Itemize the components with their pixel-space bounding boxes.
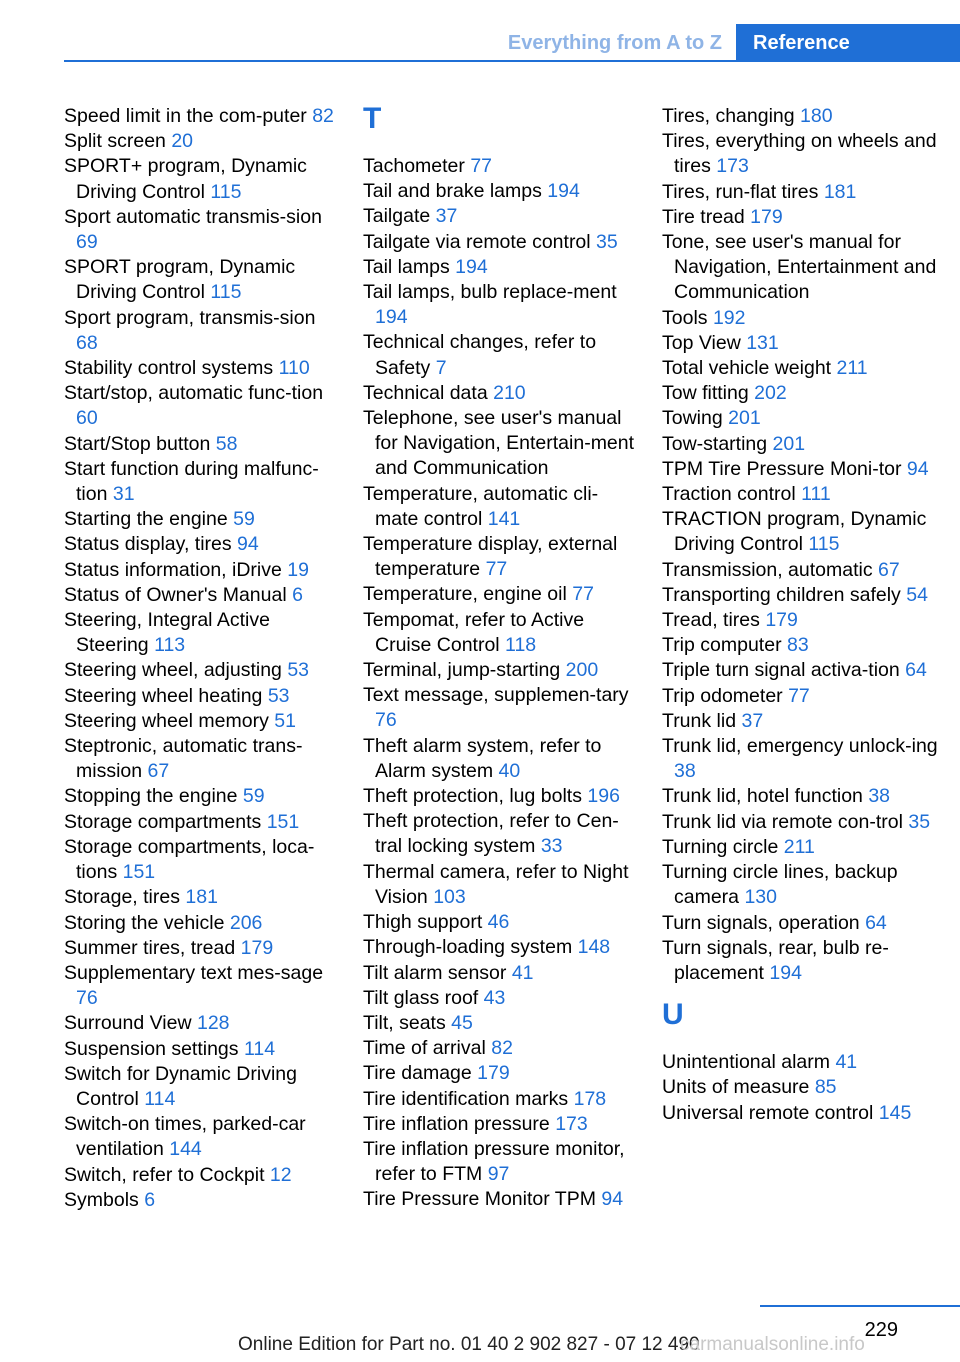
index-entry bbox=[662, 306, 942, 331]
index-entry-term: Units of measure bbox=[662, 1076, 815, 1099]
index-entry-term: Top View bbox=[662, 331, 747, 354]
page-link[interactable]: 85 bbox=[814, 1076, 837, 1099]
page-link[interactable]: 94 bbox=[601, 1188, 624, 1211]
index-entry-term: Trunk lid bbox=[662, 709, 742, 732]
index-entry-term: Steering wheel, adjusting bbox=[64, 659, 288, 682]
page-link[interactable]: 59 bbox=[242, 785, 265, 808]
index-column-3 bbox=[662, 104, 942, 1126]
index-entry bbox=[64, 457, 339, 507]
page-link[interactable]: 82 bbox=[491, 1037, 513, 1060]
page-link[interactable]: 77 bbox=[485, 558, 508, 581]
page-link[interactable]: 76 bbox=[375, 709, 397, 732]
index-column-1 bbox=[64, 104, 339, 1213]
index-entry bbox=[662, 911, 942, 936]
index-entry-term: Theft protection, lug bolts bbox=[363, 785, 588, 808]
index-entry-term: Tone, see user's manual for Navigation, Entertainment and Communication bbox=[662, 231, 937, 304]
index-entry-term: Suspension settings bbox=[64, 1037, 244, 1060]
index-entry-term: Start/Stop button bbox=[64, 432, 216, 455]
index-entry-term: Tire inflation pressure bbox=[363, 1112, 556, 1135]
index-entry bbox=[363, 582, 638, 607]
index-entry bbox=[363, 1137, 638, 1187]
index-entry bbox=[363, 784, 638, 809]
index-entry-term: Tachometer bbox=[363, 155, 471, 177]
page-link[interactable]: 110 bbox=[278, 357, 310, 380]
index-entry bbox=[662, 810, 942, 835]
index-entry bbox=[64, 255, 339, 305]
index-entry bbox=[363, 961, 638, 986]
index-entry bbox=[363, 860, 638, 910]
index-entry-term: Stopping the engine bbox=[64, 785, 243, 808]
page-link[interactable]: 33 bbox=[540, 835, 563, 858]
page-link[interactable]: 173 bbox=[555, 1112, 588, 1135]
index-entry-term: Total vehicle weight bbox=[662, 357, 837, 380]
page-link[interactable]: 211 bbox=[836, 357, 868, 380]
page-link[interactable]: 77 bbox=[572, 583, 594, 606]
index-entry bbox=[64, 1112, 339, 1162]
header-tab-reference: Reference bbox=[736, 24, 960, 62]
index-entry bbox=[64, 961, 339, 1011]
header-section-title: Everything from A to Z bbox=[507, 32, 722, 54]
page-link[interactable]: 113 bbox=[154, 634, 186, 657]
index-entry-term: Tail lamps, bulb replace-ment bbox=[363, 281, 617, 304]
index-entry bbox=[64, 356, 339, 381]
page-link[interactable]: 194 bbox=[547, 180, 580, 203]
index-entry-term: Symbols bbox=[64, 1188, 145, 1211]
page-link[interactable]: 53 bbox=[267, 684, 290, 707]
page-link[interactable]: 12 bbox=[269, 1163, 292, 1186]
index-entry bbox=[64, 1188, 339, 1213]
index-entry-term: Storing the vehicle bbox=[64, 911, 230, 934]
page-link[interactable]: 6 bbox=[144, 1188, 156, 1211]
index-entry bbox=[662, 936, 942, 986]
index-entry bbox=[363, 608, 638, 658]
page-link[interactable]: 64 bbox=[905, 659, 927, 682]
page-link[interactable]: 76 bbox=[76, 987, 98, 1010]
index-entry bbox=[363, 330, 638, 380]
index-entry-term: Tail and brake lamps bbox=[363, 180, 548, 203]
index-entry-term: Tow fitting bbox=[662, 382, 755, 405]
index-entry-term: Status information, iDrive bbox=[64, 558, 288, 581]
index-entry bbox=[64, 558, 339, 583]
page-link[interactable]: 141 bbox=[487, 507, 521, 530]
index-entry bbox=[662, 331, 942, 356]
index-entry-term: Tire damage bbox=[363, 1062, 478, 1085]
index-entry bbox=[662, 558, 942, 583]
index-entry bbox=[64, 1163, 339, 1188]
index-entry bbox=[64, 810, 339, 835]
index-entry-term: Surround View bbox=[64, 1012, 197, 1035]
index-entry-term: Tire identification marks bbox=[363, 1087, 574, 1110]
index-entry-term: Trip odometer bbox=[662, 684, 789, 707]
index-entry-term: Trunk lid, hotel function bbox=[662, 785, 869, 808]
page-link[interactable]: 51 bbox=[274, 709, 296, 732]
index-entry bbox=[662, 457, 942, 482]
page-link[interactable]: 196 bbox=[587, 785, 620, 808]
index-entry bbox=[363, 255, 638, 280]
index-letter-heading: T bbox=[363, 102, 382, 135]
index-entry-term: Trunk lid, emergency unlock-ing bbox=[662, 735, 938, 758]
index-entry bbox=[662, 633, 942, 658]
index-entry bbox=[662, 583, 942, 608]
page-link[interactable]: 58 bbox=[215, 432, 238, 455]
index-entry-term: Tread, tires bbox=[662, 609, 766, 632]
page-link[interactable]: 35 bbox=[596, 230, 618, 253]
index-entry bbox=[64, 1062, 339, 1112]
index-entry bbox=[363, 280, 638, 330]
index-entry bbox=[662, 205, 942, 230]
index-entry-term: Text message, supplemen-tary bbox=[363, 684, 629, 707]
index-entry-term: Theft protection, refer to Cen-tral locking system bbox=[363, 810, 619, 858]
index-entry-term: Stability control systems bbox=[64, 357, 279, 380]
index-entry bbox=[662, 860, 942, 910]
index-entry-term: Terminal, jump-starting bbox=[363, 659, 566, 682]
page-link[interactable]: 118 bbox=[505, 633, 537, 656]
page-link[interactable]: 211 bbox=[783, 835, 815, 858]
page-link[interactable]: 43 bbox=[483, 986, 506, 1009]
page-link[interactable]: 40 bbox=[498, 759, 521, 782]
index-entry-term: Trip computer bbox=[662, 634, 787, 657]
index-entry bbox=[662, 406, 942, 431]
index-entry bbox=[363, 1061, 638, 1086]
page-link[interactable]: 111 bbox=[801, 483, 831, 506]
index-entry-term: Switch-on times, parked-car ventilation bbox=[64, 1113, 306, 1161]
index-entry bbox=[363, 683, 638, 733]
page-link[interactable]: 179 bbox=[477, 1062, 510, 1085]
footer-rule bbox=[760, 1305, 960, 1307]
index-entry bbox=[64, 936, 339, 961]
index-entry bbox=[64, 658, 339, 683]
page-link[interactable]: 114 bbox=[144, 1087, 176, 1110]
page-link[interactable]: 192 bbox=[712, 306, 746, 329]
index-entry-term: Status of Owner's Manual bbox=[64, 583, 293, 606]
index-entry-term: Sport program, transmis-sion bbox=[64, 306, 316, 329]
page-link[interactable]: 179 bbox=[240, 936, 274, 959]
index-entry bbox=[64, 104, 339, 129]
index-entry-term: SPORT+ program, Dynamic Driving Control bbox=[64, 155, 307, 203]
index-entry bbox=[363, 406, 638, 482]
index-entry bbox=[363, 1036, 638, 1061]
index-entry-term: Tempomat, refer to Active Cruise Control bbox=[363, 608, 585, 656]
page-link[interactable]: 64 bbox=[865, 911, 887, 934]
page-link[interactable]: 144 bbox=[169, 1138, 202, 1161]
page-link[interactable]: 179 bbox=[765, 609, 798, 632]
index-entry-term: Tailgate via remote control bbox=[363, 230, 597, 253]
page-link[interactable]: 54 bbox=[906, 583, 928, 606]
index-entry-term: Steptronic, automatic trans-mission bbox=[64, 735, 303, 783]
index-entry-term: Tires, run-flat tires bbox=[662, 180, 824, 203]
page-link[interactable]: 145 bbox=[878, 1101, 912, 1124]
index-entry-term: Thigh support bbox=[363, 911, 488, 934]
page-link[interactable]: 115 bbox=[210, 281, 242, 304]
page-link[interactable]: 130 bbox=[744, 886, 777, 909]
index-entry-term: Supplementary text mes-sage bbox=[64, 961, 324, 984]
watermark: carmanualsonline.info bbox=[680, 1334, 865, 1355]
index-entry bbox=[363, 154, 638, 179]
index-entry bbox=[662, 658, 942, 683]
index-entry-term: Switch, refer to Cockpit bbox=[64, 1163, 270, 1186]
index-entry bbox=[662, 180, 942, 205]
page-link[interactable]: 60 bbox=[76, 407, 98, 430]
index-entry-term: Start/stop, automatic func-tion bbox=[64, 382, 324, 405]
index-entry bbox=[64, 684, 339, 709]
index-entry-term: Transmission, automatic bbox=[662, 558, 879, 581]
index-entry bbox=[662, 784, 942, 809]
page-link[interactable]: 151 bbox=[122, 861, 156, 884]
index-entry bbox=[662, 1075, 942, 1100]
page-link[interactable]: 35 bbox=[908, 810, 931, 833]
index-entry-term: Telephone, see user's manual for Navigation, Entertain-ment and Communication bbox=[363, 407, 635, 480]
index-entry bbox=[662, 1101, 942, 1126]
page-link[interactable]: 37 bbox=[435, 205, 458, 228]
index-entry bbox=[363, 1112, 638, 1137]
index-entry bbox=[363, 809, 638, 859]
index-entry bbox=[64, 835, 339, 885]
index-entry bbox=[363, 1087, 638, 1112]
index-entry-term: Thermal camera, refer to Night Vision bbox=[363, 860, 629, 908]
page-link[interactable]: 38 bbox=[674, 760, 696, 783]
index-entry-term: Trunk lid via remote con-trol bbox=[662, 810, 909, 833]
index-entry-term: Temperature display, external temperature bbox=[363, 533, 618, 581]
index-entry bbox=[363, 179, 638, 204]
index-entry bbox=[64, 1011, 339, 1036]
page-link[interactable]: 19 bbox=[287, 558, 309, 581]
index-entry-term: Traction control bbox=[662, 483, 802, 506]
page-link[interactable]: 131 bbox=[746, 331, 779, 354]
page-link[interactable]: 37 bbox=[741, 709, 764, 732]
index-entry bbox=[64, 734, 339, 784]
page-link[interactable]: 68 bbox=[76, 331, 98, 354]
index-entry-term: Storage compartments bbox=[64, 810, 267, 833]
page-link[interactable]: 67 bbox=[878, 558, 900, 581]
index-entry bbox=[363, 204, 638, 229]
index-entry-term: Transporting children safely bbox=[662, 583, 907, 606]
page-link[interactable]: 20 bbox=[171, 130, 194, 153]
index-entry-term: Status display, tires bbox=[64, 533, 238, 556]
index-entry bbox=[363, 658, 638, 683]
page-link[interactable]: 82 bbox=[312, 105, 334, 127]
index-entry bbox=[662, 381, 942, 406]
index-entry-term: TPM Tire Pressure Moni-tor bbox=[662, 457, 907, 480]
index-entry-term: Tires, everything on wheels and tires bbox=[662, 130, 937, 178]
page-link[interactable]: 148 bbox=[577, 936, 611, 959]
index-entry-term: Switch for Dynamic Driving Control bbox=[64, 1062, 297, 1110]
page-link[interactable]: 97 bbox=[487, 1163, 510, 1186]
index-entry-term: Starting the engine bbox=[64, 508, 234, 531]
index-entry bbox=[64, 507, 339, 532]
index-entry-term: Through-loading system bbox=[363, 936, 578, 959]
page-link[interactable]: 173 bbox=[716, 155, 749, 178]
index-entry-term: Theft alarm system, refer to Alarm system bbox=[363, 734, 602, 782]
index-entry-term: Sport automatic transmis-sion bbox=[64, 205, 322, 228]
index-letter-heading: U bbox=[662, 998, 684, 1032]
page-link[interactable]: 59 bbox=[233, 508, 255, 531]
index-column-2 bbox=[363, 104, 638, 1213]
index-entry bbox=[662, 1050, 942, 1075]
page-link[interactable]: 77 bbox=[788, 684, 810, 707]
section-gap bbox=[662, 986, 942, 1000]
index-entry bbox=[64, 709, 339, 734]
index-entry bbox=[662, 230, 942, 306]
index-entry-term: Summer tires, tread bbox=[64, 936, 241, 959]
index-entry-term: Temperature, automatic cli-mate control bbox=[363, 482, 599, 530]
page-link[interactable]: 41 bbox=[835, 1051, 858, 1074]
index-entry-term: Triple turn signal activa-tion bbox=[662, 659, 906, 682]
index-entry bbox=[662, 709, 942, 734]
index-entry bbox=[64, 532, 339, 557]
index-entry-term: Steering, Integral Active Steering bbox=[64, 609, 270, 657]
page-link[interactable]: 194 bbox=[455, 255, 488, 278]
index-entry bbox=[662, 356, 942, 381]
page-link[interactable]: 151 bbox=[266, 810, 300, 833]
index-entry-term: Tire Pressure Monitor TPM bbox=[363, 1188, 602, 1211]
index-entry-term: Tires, changing bbox=[662, 105, 801, 127]
page-link[interactable]: 45 bbox=[451, 1011, 473, 1034]
page-link[interactable]: 206 bbox=[229, 911, 263, 934]
index-entry-term: Technical data bbox=[363, 381, 494, 404]
index-entry-term: Tailgate bbox=[363, 205, 436, 228]
index-entry bbox=[64, 205, 339, 255]
index-entry bbox=[363, 734, 638, 784]
index-entry-term: Tow-starting bbox=[662, 432, 773, 455]
index-entry bbox=[64, 154, 339, 204]
index-entry bbox=[662, 104, 942, 129]
index-entry-term: Turn signals, operation bbox=[662, 911, 866, 934]
index-entry bbox=[662, 684, 942, 709]
index-entry-term: Split screen bbox=[64, 130, 172, 153]
index-entry-term: Tilt glass roof bbox=[363, 986, 484, 1009]
page-link[interactable]: 77 bbox=[470, 155, 493, 177]
page-link[interactable]: 201 bbox=[772, 432, 806, 455]
page-link[interactable]: 181 bbox=[185, 886, 218, 909]
index-entry bbox=[64, 1037, 339, 1062]
index-entry bbox=[662, 507, 942, 557]
index-entry bbox=[64, 306, 339, 356]
index-entry-term: Universal remote control bbox=[662, 1101, 879, 1124]
page-link[interactable]: 115 bbox=[808, 533, 840, 556]
index-entry bbox=[64, 608, 339, 658]
index-entry-term: Turning circle lines, backup camera bbox=[662, 861, 898, 909]
page-number: 229 bbox=[864, 1319, 898, 1341]
page-link[interactable]: 41 bbox=[511, 961, 534, 984]
page-link[interactable]: 178 bbox=[573, 1087, 607, 1110]
index-entry-term: Tilt, seats bbox=[363, 1011, 452, 1034]
index-entry bbox=[363, 532, 638, 582]
index-entry bbox=[64, 784, 339, 809]
page-link[interactable]: 200 bbox=[565, 659, 599, 682]
index-entry-term: Start function during malfunc-tion bbox=[64, 457, 319, 506]
index-entry bbox=[363, 986, 638, 1011]
index-entry bbox=[64, 129, 339, 154]
index-entry-term: SPORT program, Dynamic Driving Control bbox=[64, 256, 296, 304]
page-link[interactable]: 31 bbox=[112, 483, 135, 506]
index-entry bbox=[64, 432, 339, 457]
index-entry-term: Speed limit in the com-puter bbox=[64, 105, 313, 127]
page-link[interactable]: 179 bbox=[750, 205, 783, 228]
page-link[interactable]: 115 bbox=[210, 180, 242, 203]
index-entry bbox=[662, 482, 942, 507]
page-link[interactable]: 6 bbox=[292, 583, 303, 606]
index-entry-term: Temperature, engine oil bbox=[363, 583, 573, 606]
index-entry bbox=[363, 1187, 638, 1212]
page-link[interactable]: 202 bbox=[754, 382, 787, 405]
page-link[interactable]: 201 bbox=[728, 407, 761, 430]
index-entry-term: Turning circle bbox=[662, 835, 784, 858]
page-link[interactable]: 53 bbox=[287, 659, 310, 682]
index-entry-term: Steering wheel memory bbox=[64, 709, 275, 732]
page-link[interactable]: 69 bbox=[76, 231, 98, 254]
page-link[interactable]: 194 bbox=[375, 306, 408, 329]
index-entry bbox=[662, 129, 942, 179]
index-entry bbox=[662, 608, 942, 633]
index-entry bbox=[363, 910, 638, 935]
page-link[interactable]: 181 bbox=[823, 180, 857, 203]
index-entry bbox=[662, 734, 942, 784]
index-entry-term: Tail lamps bbox=[363, 255, 456, 278]
index-entry bbox=[363, 935, 638, 960]
page-link[interactable]: 194 bbox=[769, 961, 802, 984]
index-entry bbox=[363, 1011, 638, 1036]
index-entry-term: Turn signals, rear, bulb re-placement bbox=[662, 936, 889, 984]
index-entry-term: Steering wheel heating bbox=[64, 684, 268, 707]
index-entry bbox=[363, 381, 638, 406]
page-link[interactable]: 67 bbox=[147, 760, 170, 783]
index-entry-term: TRACTION program, Dynamic Driving Control bbox=[662, 508, 927, 556]
index-entry bbox=[662, 432, 942, 457]
index-entry bbox=[363, 482, 638, 532]
page-link[interactable]: 210 bbox=[493, 381, 526, 404]
index-entry-term: Storage, tires bbox=[64, 886, 186, 909]
index-entry-term: Tilt alarm sensor bbox=[363, 961, 512, 984]
page-link[interactable]: 94 bbox=[237, 533, 259, 556]
index-entry-term: Tire inflation pressure monitor, refer to FTM bbox=[363, 1137, 625, 1186]
index-entry-term: Tire tread bbox=[662, 205, 751, 228]
index-entry bbox=[64, 885, 339, 910]
index-entry bbox=[662, 835, 942, 860]
page-link[interactable]: 83 bbox=[786, 634, 809, 657]
index-entry-term: Towing bbox=[662, 407, 729, 430]
page-link[interactable]: 7 bbox=[435, 356, 447, 379]
page-link[interactable]: 114 bbox=[243, 1037, 276, 1060]
index-entry-term: Technical changes, refer to Safety bbox=[363, 331, 597, 379]
index-entry bbox=[363, 230, 638, 255]
index-entry bbox=[64, 583, 339, 608]
page-link[interactable]: 94 bbox=[906, 457, 929, 480]
index-entry-term: Unintentional alarm bbox=[662, 1051, 836, 1074]
edition-footer: Online Edition for Part no. 01 40 2 902 827 - 07 12 490 bbox=[238, 1334, 700, 1355]
page-link[interactable]: 46 bbox=[487, 911, 510, 934]
page-link[interactable]: 38 bbox=[868, 785, 891, 808]
index-entry-term: Time of arrival bbox=[363, 1037, 492, 1060]
page-link[interactable]: 180 bbox=[800, 105, 833, 127]
index-entry-term: Storage compartments, loca-tions bbox=[64, 835, 315, 884]
page-link[interactable]: 128 bbox=[196, 1012, 230, 1035]
index-entry-term: Tools bbox=[662, 306, 713, 329]
page-link[interactable]: 103 bbox=[433, 885, 466, 908]
index-entry bbox=[64, 911, 339, 936]
index-entry bbox=[64, 381, 339, 431]
